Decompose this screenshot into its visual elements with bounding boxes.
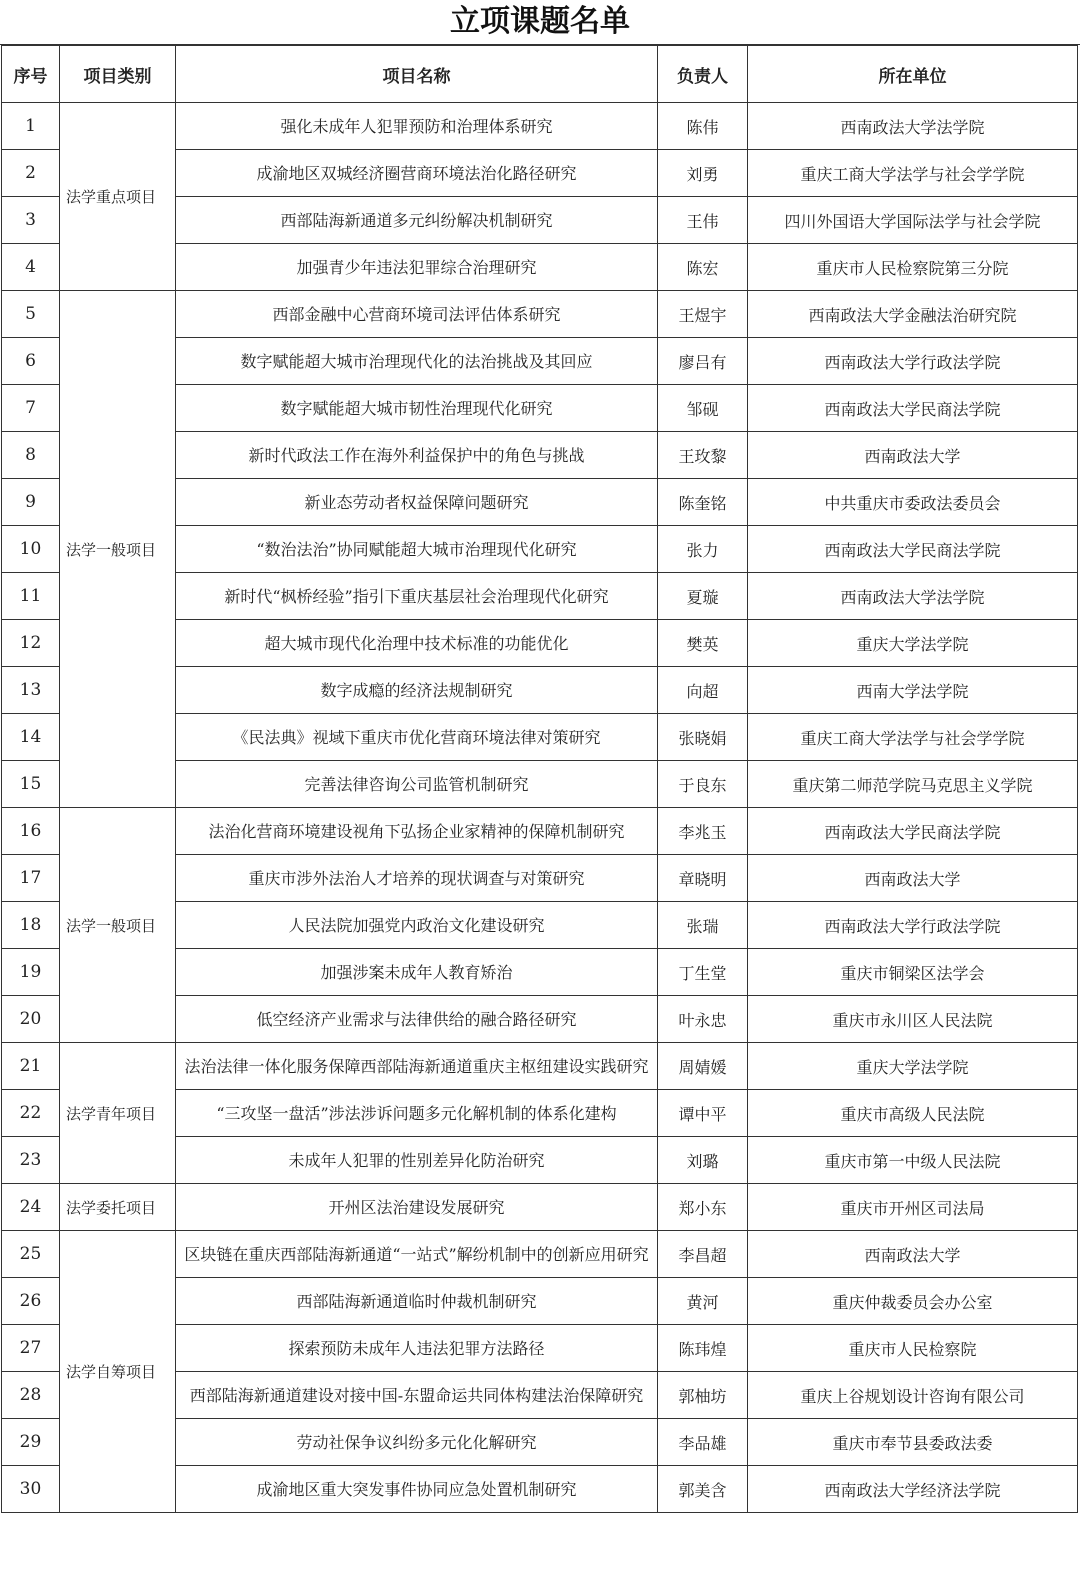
cell-unit: 西南政法大学法学院 <box>748 573 1078 620</box>
cell-unit: 西南政法大学金融法治研究院 <box>748 291 1078 338</box>
cell-project-name: 区块链在重庆西部陆海新通道“一站式”解纷机制中的创新应用研究 <box>176 1231 658 1278</box>
cell-unit: 重庆市开州区司法局 <box>748 1184 1078 1231</box>
cell-leader: 樊英 <box>658 620 748 667</box>
cell-project-name: 加强青少年违法犯罪综合治理研究 <box>176 244 658 291</box>
cell-leader: 李兆玉 <box>658 808 748 855</box>
cell-project-name: 低空经济产业需求与法律供给的融合路径研究 <box>176 996 658 1043</box>
header-category: 项目类别 <box>60 46 176 103</box>
cell-unit: 西南政法大学 <box>748 432 1078 479</box>
cell-unit: 重庆大学法学院 <box>748 1043 1078 1090</box>
cell-seq: 2 <box>2 150 60 197</box>
cell-project-name: 劳动社保争议纠纷多元化化解研究 <box>176 1419 658 1466</box>
cell-leader: 郑小东 <box>658 1184 748 1231</box>
cell-leader: 李品雄 <box>658 1419 748 1466</box>
cell-seq: 27 <box>2 1325 60 1372</box>
cell-project-name: 西部陆海新通道多元纠纷解决机制研究 <box>176 197 658 244</box>
cell-unit: 西南大学法学院 <box>748 667 1078 714</box>
cell-seq: 4 <box>2 244 60 291</box>
cell-category: 法学委托项目 <box>60 1184 176 1231</box>
table-row <box>2 103 1078 150</box>
cell-unit: 重庆市奉节县委政法委 <box>748 1419 1078 1466</box>
cell-seq: 24 <box>2 1184 60 1231</box>
cell-unit: 重庆市铜梁区法学会 <box>748 949 1078 996</box>
cell-category: 法学重点项目 <box>60 103 176 291</box>
cell-leader: 黄河 <box>658 1278 748 1325</box>
cell-project-name: 西部陆海新通道临时仲裁机制研究 <box>176 1278 658 1325</box>
cell-seq: 18 <box>2 902 60 949</box>
table-header-row <box>2 46 1078 103</box>
cell-unit: 西南政法大学民商法学院 <box>748 385 1078 432</box>
cell-project-name: 《民法典》视域下重庆市优化营商环境法律对策研究 <box>176 714 658 761</box>
cell-seq: 23 <box>2 1137 60 1184</box>
cell-unit: 重庆市第一中级人民法院 <box>748 1137 1078 1184</box>
header-seq: 序号 <box>2 46 60 103</box>
cell-leader: 章晓明 <box>658 855 748 902</box>
cell-leader: 张瑞 <box>658 902 748 949</box>
cell-leader: 张晓娟 <box>658 714 748 761</box>
cell-seq: 20 <box>2 996 60 1043</box>
cell-leader: 于良东 <box>658 761 748 808</box>
table-row <box>2 1231 1078 1278</box>
cell-seq: 17 <box>2 855 60 902</box>
cell-leader: 廖吕有 <box>658 338 748 385</box>
cell-seq: 25 <box>2 1231 60 1278</box>
header-leader: 负责人 <box>658 46 748 103</box>
cell-seq: 19 <box>2 949 60 996</box>
cell-category: 法学自筹项目 <box>60 1231 176 1513</box>
cell-leader: 王玫黎 <box>658 432 748 479</box>
cell-leader: 张力 <box>658 526 748 573</box>
cell-project-name: 新时代“枫桥经验”指引下重庆基层社会治理现代化研究 <box>176 573 658 620</box>
cell-project-name: 成渝地区重大突发事件协同应急处置机制研究 <box>176 1466 658 1513</box>
cell-unit: 西南政法大学民商法学院 <box>748 808 1078 855</box>
cell-project-name: 加强涉案未成年人教育矫治 <box>176 949 658 996</box>
table-row <box>2 291 1078 338</box>
cell-project-name: 新时代政法工作在海外利益保护中的角色与挑战 <box>176 432 658 479</box>
cell-unit: 西南政法大学 <box>748 1231 1078 1278</box>
cell-seq: 8 <box>2 432 60 479</box>
table-row <box>2 1184 1078 1231</box>
cell-unit: 重庆市人民检察院 <box>748 1325 1078 1372</box>
project-table <box>1 45 1078 1513</box>
cell-unit: 西南政法大学行政法学院 <box>748 338 1078 385</box>
cell-leader: 周婧媛 <box>658 1043 748 1090</box>
cell-unit: 中共重庆市委政法委员会 <box>748 479 1078 526</box>
cell-project-name: 数字赋能超大城市治理现代化的法治挑战及其回应 <box>176 338 658 385</box>
cell-seq: 15 <box>2 761 60 808</box>
cell-leader: 王煜宇 <box>658 291 748 338</box>
cell-leader: 陈伟 <box>658 103 748 150</box>
cell-unit: 重庆市人民检察院第三分院 <box>748 244 1078 291</box>
cell-project-name: 成渝地区双城经济圈营商环境法治化路径研究 <box>176 150 658 197</box>
cell-category: 法学一般项目 <box>60 808 176 1043</box>
cell-leader: 郭柚坊 <box>658 1372 748 1419</box>
cell-project-name: 新业态劳动者权益保障问题研究 <box>176 479 658 526</box>
table-body <box>2 103 1078 1513</box>
cell-unit: 重庆上谷规划设计咨询有限公司 <box>748 1372 1078 1419</box>
cell-leader: 邹砚 <box>658 385 748 432</box>
cell-seq: 14 <box>2 714 60 761</box>
cell-project-name: 数字赋能超大城市韧性治理现代化研究 <box>176 385 658 432</box>
table-row <box>2 1043 1078 1090</box>
cell-unit: 重庆市高级人民法院 <box>748 1090 1078 1137</box>
cell-project-name: 开州区法治建设发展研究 <box>176 1184 658 1231</box>
cell-seq: 21 <box>2 1043 60 1090</box>
cell-unit: 重庆市永川区人民法院 <box>748 996 1078 1043</box>
cell-seq: 28 <box>2 1372 60 1419</box>
cell-unit: 西南政法大学经济法学院 <box>748 1466 1078 1513</box>
cell-leader: 向超 <box>658 667 748 714</box>
cell-unit: 重庆仲裁委员会办公室 <box>748 1278 1078 1325</box>
cell-leader: 夏璇 <box>658 573 748 620</box>
cell-seq: 6 <box>2 338 60 385</box>
cell-project-name: 西部陆海新通道建设对接中国-东盟命运共同体构建法治保障研究 <box>176 1372 658 1419</box>
cell-seq: 11 <box>2 573 60 620</box>
cell-leader: 谭中平 <box>658 1090 748 1137</box>
cell-seq: 30 <box>2 1466 60 1513</box>
cell-project-name: 超大城市现代化治理中技术标准的功能优化 <box>176 620 658 667</box>
cell-project-name: “三攻坚一盘活”涉法涉诉问题多元化解机制的体系化建构 <box>176 1090 658 1137</box>
cell-unit: 西南政法大学行政法学院 <box>748 902 1078 949</box>
cell-category: 法学青年项目 <box>60 1043 176 1184</box>
cell-unit: 西南政法大学 <box>748 855 1078 902</box>
cell-leader: 李昌超 <box>658 1231 748 1278</box>
cell-leader: 陈玮煌 <box>658 1325 748 1372</box>
cell-leader: 陈奎铭 <box>658 479 748 526</box>
cell-unit: 西南政法大学法学院 <box>748 103 1078 150</box>
cell-project-name: 完善法律咨询公司监管机制研究 <box>176 761 658 808</box>
cell-seq: 26 <box>2 1278 60 1325</box>
cell-category: 法学一般项目 <box>60 291 176 808</box>
cell-unit: 四川外国语大学国际法学与社会学院 <box>748 197 1078 244</box>
cell-leader: 丁生堂 <box>658 949 748 996</box>
header-unit: 所在单位 <box>748 46 1078 103</box>
cell-unit: 重庆工商大学法学与社会学学院 <box>748 714 1078 761</box>
cell-seq: 3 <box>2 197 60 244</box>
cell-seq: 13 <box>2 667 60 714</box>
header-project-name: 项目名称 <box>176 46 658 103</box>
cell-unit: 重庆第二师范学院马克思主义学院 <box>748 761 1078 808</box>
cell-seq: 1 <box>2 103 60 150</box>
cell-project-name: 法治化营商环境建设视角下弘扬企业家精神的保障机制研究 <box>176 808 658 855</box>
cell-seq: 29 <box>2 1419 60 1466</box>
cell-project-name: 数字成瘾的经济法规制研究 <box>176 667 658 714</box>
table-row <box>2 808 1078 855</box>
cell-leader: 王伟 <box>658 197 748 244</box>
cell-seq: 10 <box>2 526 60 573</box>
cell-seq: 16 <box>2 808 60 855</box>
cell-seq: 22 <box>2 1090 60 1137</box>
cell-project-name: 人民法院加强党内政治文化建设研究 <box>176 902 658 949</box>
cell-project-name: “数治法治”协同赋能超大城市治理现代化研究 <box>176 526 658 573</box>
cell-seq: 7 <box>2 385 60 432</box>
cell-unit: 西南政法大学民商法学院 <box>748 526 1078 573</box>
cell-unit: 重庆大学法学院 <box>748 620 1078 667</box>
cell-unit: 重庆工商大学法学与社会学学院 <box>748 150 1078 197</box>
page-title: 立项课题名单 <box>0 0 1080 45</box>
cell-seq: 12 <box>2 620 60 667</box>
cell-seq: 5 <box>2 291 60 338</box>
cell-project-name: 重庆市涉外法治人才培养的现状调查与对策研究 <box>176 855 658 902</box>
cell-seq: 9 <box>2 479 60 526</box>
cell-leader: 郭美含 <box>658 1466 748 1513</box>
cell-project-name: 法治法律一体化服务保障西部陆海新通道重庆主枢纽建设实践研究 <box>176 1043 658 1090</box>
cell-project-name: 强化未成年人犯罪预防和治理体系研究 <box>176 103 658 150</box>
cell-project-name: 西部金融中心营商环境司法评估体系研究 <box>176 291 658 338</box>
cell-leader: 刘勇 <box>658 150 748 197</box>
cell-project-name: 未成年人犯罪的性别差异化防治研究 <box>176 1137 658 1184</box>
cell-leader: 刘璐 <box>658 1137 748 1184</box>
cell-leader: 陈宏 <box>658 244 748 291</box>
cell-leader: 叶永忠 <box>658 996 748 1043</box>
cell-project-name: 探索预防未成年人违法犯罪方法路径 <box>176 1325 658 1372</box>
